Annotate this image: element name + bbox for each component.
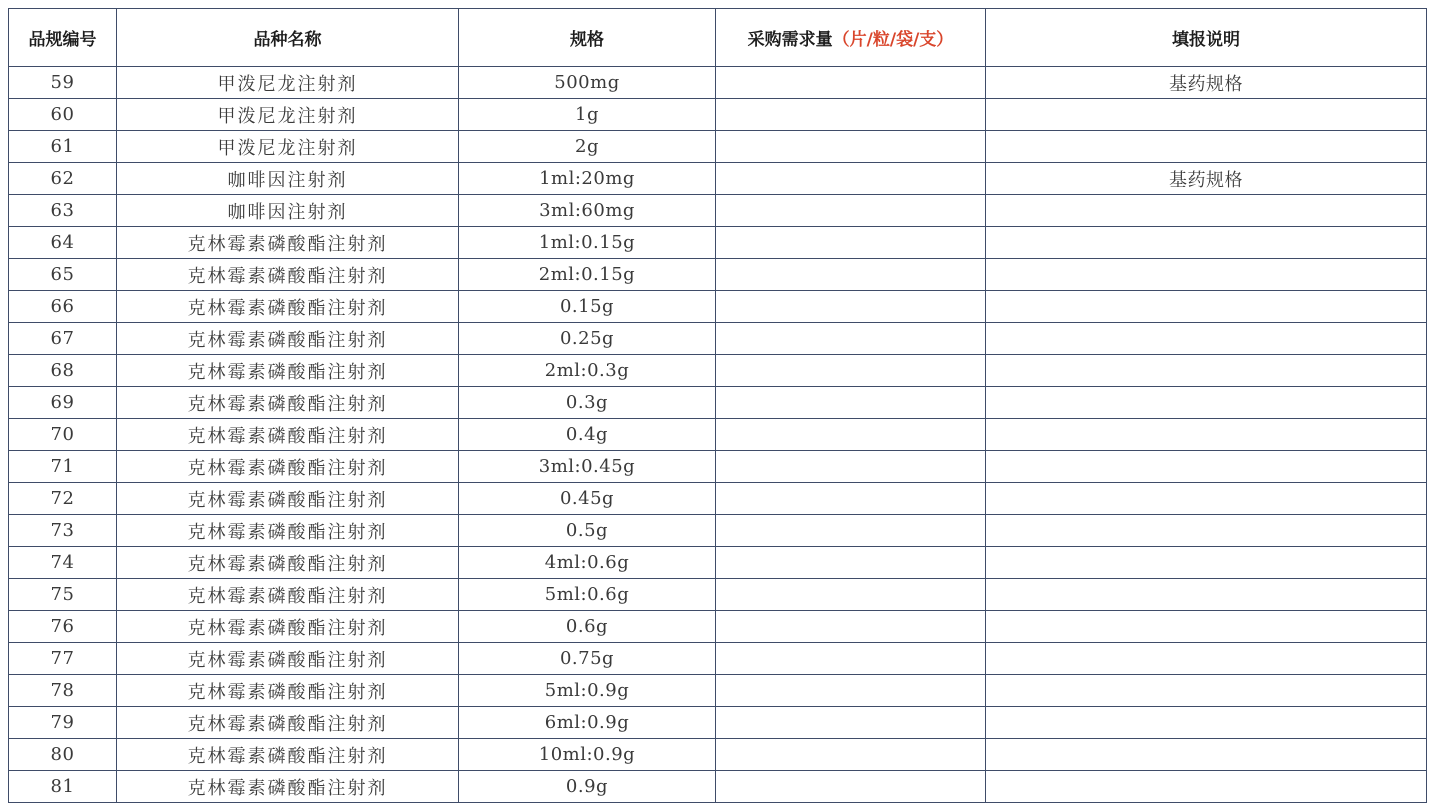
- row-specification: 0.3g: [459, 387, 716, 419]
- row-item-number: 73: [9, 515, 117, 547]
- row-quantity-cell[interactable]: [716, 291, 986, 323]
- row-item-number: 79: [9, 707, 117, 739]
- table-row: [9, 323, 1427, 355]
- table-row: [9, 131, 1427, 163]
- row-fill-note: [986, 227, 1427, 259]
- row-specification: 0.4g: [459, 419, 716, 451]
- row-specification: 1ml:0.15g: [459, 227, 716, 259]
- row-specification: 5ml:0.9g: [459, 675, 716, 707]
- row-specification: 2g: [459, 131, 716, 163]
- row-drug-name: 克林霉素磷酸酯注射剂: [117, 707, 459, 739]
- table-row: [9, 579, 1427, 611]
- row-drug-name: 克林霉素磷酸酯注射剂: [117, 483, 459, 515]
- row-quantity-cell[interactable]: [716, 771, 986, 803]
- row-specification: 2ml:0.15g: [459, 259, 716, 291]
- row-fill-note: [986, 355, 1427, 387]
- row-drug-name: 克林霉素磷酸酯注射剂: [117, 419, 459, 451]
- table-row: [9, 451, 1427, 483]
- procurement-sheet: [8, 8, 1427, 803]
- row-fill-note: [986, 547, 1427, 579]
- row-quantity-cell[interactable]: [716, 707, 986, 739]
- row-item-number: 59: [9, 67, 117, 99]
- row-quantity-cell[interactable]: [716, 643, 986, 675]
- row-drug-name: 克林霉素磷酸酯注射剂: [117, 547, 459, 579]
- row-drug-name: 克林霉素磷酸酯注射剂: [117, 771, 459, 803]
- row-quantity-cell[interactable]: [716, 483, 986, 515]
- row-fill-note: [986, 739, 1427, 771]
- row-drug-name: 咖啡因注射剂: [117, 163, 459, 195]
- table-row: [9, 771, 1427, 803]
- row-fill-note: [986, 195, 1427, 227]
- header-item-number: 品规编号: [9, 9, 117, 67]
- row-fill-note: [986, 323, 1427, 355]
- row-specification: 0.45g: [459, 483, 716, 515]
- table-row: [9, 195, 1427, 227]
- row-specification: 0.6g: [459, 611, 716, 643]
- row-item-number: 69: [9, 387, 117, 419]
- row-drug-name: 克林霉素磷酸酯注射剂: [117, 291, 459, 323]
- header-purchase-quantity: [716, 9, 986, 67]
- row-quantity-cell[interactable]: [716, 99, 986, 131]
- row-drug-name: 克林霉素磷酸酯注射剂: [117, 643, 459, 675]
- row-quantity-cell[interactable]: [716, 579, 986, 611]
- header-drug-name: 品种名称: [117, 9, 459, 67]
- table-row: [9, 387, 1427, 419]
- row-item-number: 77: [9, 643, 117, 675]
- row-quantity-cell[interactable]: [716, 419, 986, 451]
- header-specification: 规格: [459, 9, 716, 67]
- row-item-number: 65: [9, 259, 117, 291]
- table-row: [9, 739, 1427, 771]
- row-quantity-cell[interactable]: [716, 387, 986, 419]
- row-specification: 0.25g: [459, 323, 716, 355]
- row-item-number: 68: [9, 355, 117, 387]
- row-drug-name: 克林霉素磷酸酯注射剂: [117, 579, 459, 611]
- row-item-number: 75: [9, 579, 117, 611]
- row-quantity-cell[interactable]: [716, 227, 986, 259]
- header-quantity-unit: （片/粒/袋/支）: [832, 30, 954, 50]
- table-row: [9, 99, 1427, 131]
- row-item-number: 71: [9, 451, 117, 483]
- table-row: [9, 483, 1427, 515]
- row-drug-name: 克林霉素磷酸酯注射剂: [117, 355, 459, 387]
- row-quantity-cell[interactable]: [716, 323, 986, 355]
- row-drug-name: 克林霉素磷酸酯注射剂: [117, 259, 459, 291]
- table-row: [9, 355, 1427, 387]
- row-drug-name: 甲泼尼龙注射剂: [117, 67, 459, 99]
- row-fill-note: [986, 643, 1427, 675]
- row-specification: 6ml:0.9g: [459, 707, 716, 739]
- row-item-number: 74: [9, 547, 117, 579]
- row-specification: 1g: [459, 99, 716, 131]
- row-specification: 10ml:0.9g: [459, 739, 716, 771]
- header-quantity-label: 采购需求量: [747, 30, 833, 50]
- row-specification: 4ml:0.6g: [459, 547, 716, 579]
- row-fill-note: [986, 611, 1427, 643]
- header-fill-note: 填报说明: [986, 9, 1427, 67]
- row-specification: 3ml:0.45g: [459, 451, 716, 483]
- row-drug-name: 克林霉素磷酸酯注射剂: [117, 675, 459, 707]
- row-quantity-cell[interactable]: [716, 131, 986, 163]
- row-drug-name: 克林霉素磷酸酯注射剂: [117, 611, 459, 643]
- row-fill-note: [986, 675, 1427, 707]
- row-quantity-cell[interactable]: [716, 451, 986, 483]
- row-quantity-cell[interactable]: [716, 739, 986, 771]
- row-item-number: 81: [9, 771, 117, 803]
- row-quantity-cell[interactable]: [716, 355, 986, 387]
- row-specification: 0.5g: [459, 515, 716, 547]
- row-drug-name: 克林霉素磷酸酯注射剂: [117, 387, 459, 419]
- row-quantity-cell[interactable]: [716, 515, 986, 547]
- table-row: [9, 291, 1427, 323]
- row-quantity-cell[interactable]: [716, 675, 986, 707]
- row-drug-name: 克林霉素磷酸酯注射剂: [117, 227, 459, 259]
- row-quantity-cell[interactable]: [716, 195, 986, 227]
- row-quantity-cell[interactable]: [716, 163, 986, 195]
- table-body: [9, 67, 1427, 803]
- row-quantity-cell[interactable]: [716, 67, 986, 99]
- row-fill-note: [986, 387, 1427, 419]
- row-item-number: 80: [9, 739, 117, 771]
- row-item-number: 67: [9, 323, 117, 355]
- row-item-number: 62: [9, 163, 117, 195]
- row-drug-name: 克林霉素磷酸酯注射剂: [117, 515, 459, 547]
- row-quantity-cell[interactable]: [716, 259, 986, 291]
- table-row: [9, 163, 1427, 195]
- row-specification: 0.9g: [459, 771, 716, 803]
- header-row: [9, 9, 1427, 67]
- row-specification: 5ml:0.6g: [459, 579, 716, 611]
- row-fill-note: [986, 771, 1427, 803]
- row-item-number: 72: [9, 483, 117, 515]
- table-row: [9, 675, 1427, 707]
- row-item-number: 63: [9, 195, 117, 227]
- row-fill-note: [986, 259, 1427, 291]
- row-drug-name: 甲泼尼龙注射剂: [117, 99, 459, 131]
- table-row: [9, 227, 1427, 259]
- table-row: [9, 547, 1427, 579]
- table-row: [9, 707, 1427, 739]
- row-item-number: 66: [9, 291, 117, 323]
- row-item-number: 61: [9, 131, 117, 163]
- row-fill-note: [986, 99, 1427, 131]
- table-row: [9, 515, 1427, 547]
- row-fill-note: [986, 451, 1427, 483]
- row-item-number: 70: [9, 419, 117, 451]
- row-specification: 500mg: [459, 67, 716, 99]
- row-fill-note: [986, 131, 1427, 163]
- table-row: [9, 643, 1427, 675]
- row-fill-note: [986, 483, 1427, 515]
- row-drug-name: 咖啡因注射剂: [117, 195, 459, 227]
- row-fill-note: [986, 419, 1427, 451]
- row-fill-note: [986, 515, 1427, 547]
- table-header: [9, 9, 1427, 67]
- row-drug-name: 甲泼尼龙注射剂: [117, 131, 459, 163]
- row-specification: 1ml:20mg: [459, 163, 716, 195]
- row-item-number: 76: [9, 611, 117, 643]
- row-quantity-cell[interactable]: [716, 611, 986, 643]
- row-item-number: 64: [9, 227, 117, 259]
- table-row: [9, 611, 1427, 643]
- row-fill-note: 基药规格: [986, 163, 1427, 195]
- row-drug-name: 克林霉素磷酸酯注射剂: [117, 323, 459, 355]
- row-specification: 3ml:60mg: [459, 195, 716, 227]
- row-fill-note: [986, 707, 1427, 739]
- row-specification: 0.15g: [459, 291, 716, 323]
- row-item-number: 60: [9, 99, 117, 131]
- row-drug-name: 克林霉素磷酸酯注射剂: [117, 451, 459, 483]
- row-specification: 2ml:0.3g: [459, 355, 716, 387]
- table-row: [9, 67, 1427, 99]
- row-item-number: 78: [9, 675, 117, 707]
- row-drug-name: 克林霉素磷酸酯注射剂: [117, 739, 459, 771]
- drug-demand-table: [8, 8, 1427, 803]
- row-fill-note: 基药规格: [986, 67, 1427, 99]
- row-quantity-cell[interactable]: [716, 547, 986, 579]
- table-row: [9, 419, 1427, 451]
- row-fill-note: [986, 291, 1427, 323]
- row-fill-note: [986, 579, 1427, 611]
- row-specification: 0.75g: [459, 643, 716, 675]
- table-row: [9, 259, 1427, 291]
